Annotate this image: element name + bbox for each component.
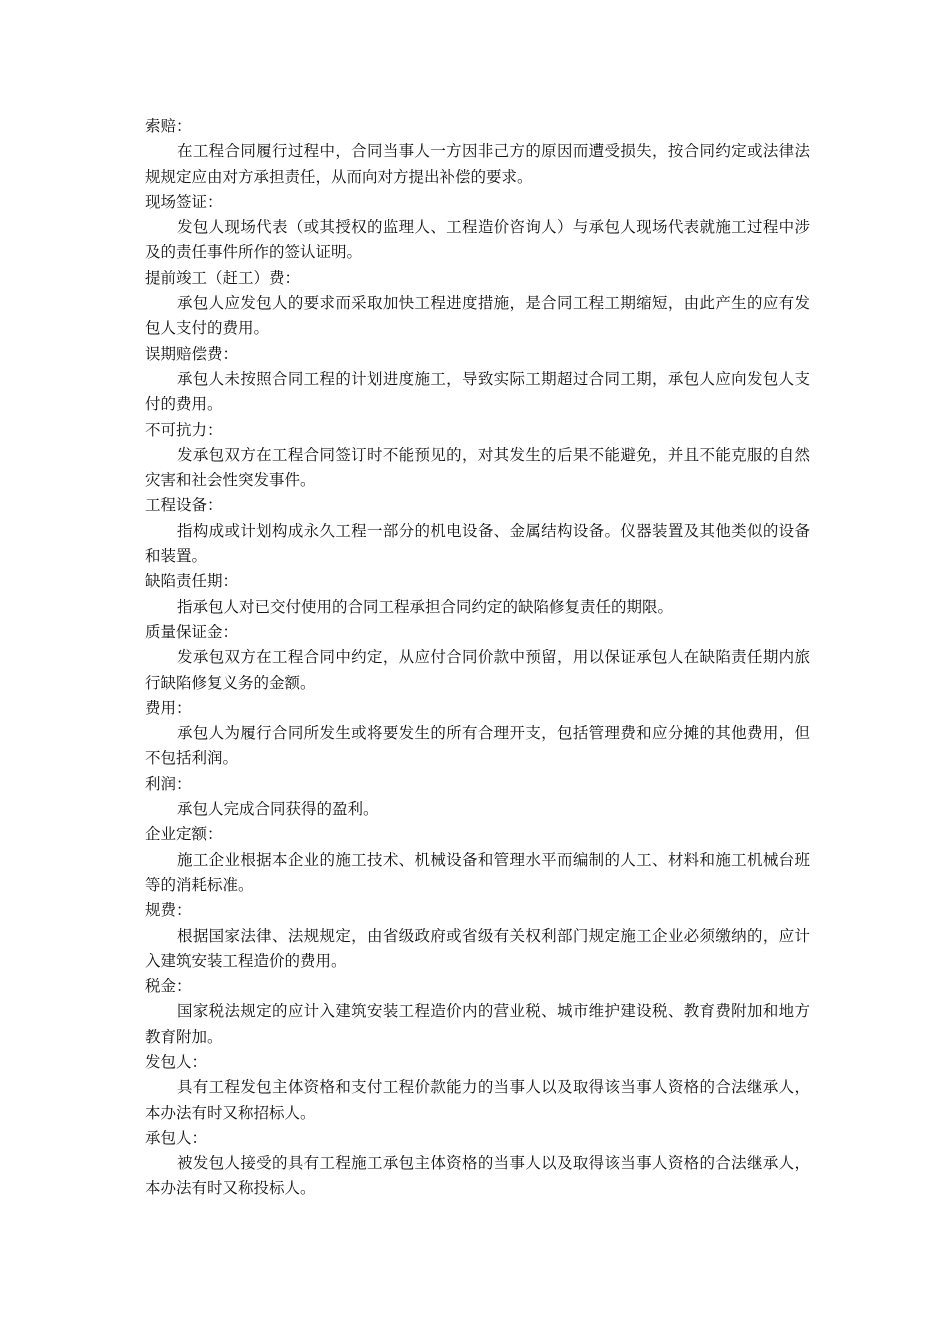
- term-heading: 企业定额：: [145, 825, 223, 844]
- entry-contractor: [145, 1126, 810, 1202]
- entry-taxes: [145, 974, 810, 1050]
- entry-enterprise-quota: [145, 822, 810, 898]
- term-definition: 被发包人接受的具有工程施工承包主体资格的当事人以及取得该当事人资格的合法继承人，本办法有时又称投标人。: [145, 1154, 810, 1198]
- term-definition: 发承包双方在工程合同签订时不能预见的，对其发生的后果不能避免，并且不能克服的自然灾害和社会性突发事件。: [145, 445, 810, 490]
- term-definition: 国家税法规定的应计入建筑安装工程造价内的营业税、城市维护建设税、教育费附加和地方教育附加。: [145, 1002, 810, 1046]
- term-definition: 在工程合同履行过程中，合同当事人一方因非己方的原因而遭受损失，按合同约定或法律法规规定应由对方承担责任，从而向对方提出补偿的要求。: [145, 142, 810, 186]
- term-definition: 承包人为履行合同所发生或将要发生的所有合理开支，包括管理费和应分摊的其他费用，但不包括利润。: [145, 724, 810, 768]
- entry-force-majeure: [145, 418, 810, 494]
- term-definition: 发承包双方在工程合同中约定，从应付合同价款中预留，用以保证承包人在缺陷责任期内旅行缺陷修复义务的金额。: [145, 648, 810, 692]
- term-heading: 工程设备：: [145, 496, 223, 515]
- term-heading: 索赔：: [145, 117, 192, 135]
- term-heading: 利润：: [145, 774, 192, 793]
- entry-defect-liability-period: [145, 569, 810, 620]
- term-heading: 现场签证：: [145, 192, 223, 211]
- term-heading: 税金：: [145, 977, 192, 996]
- entry-early-completion-fee: [145, 266, 810, 342]
- term-definition: 指承包人对已交付使用的合同工程承担合同约定的缺陷修复责任的期限。: [177, 597, 674, 616]
- entry-cost: [145, 696, 810, 772]
- entry-quality-guarantee: [145, 620, 810, 696]
- term-definition: 承包人完成合同获得的盈利。: [177, 800, 379, 819]
- entry-engineering-equipment: [145, 493, 810, 569]
- term-definition: 具有工程发包主体资格和支付工程价款能力的当事人以及取得该当事人资格的合法继承人，本办法有时又称招标人。: [145, 1078, 810, 1122]
- term-definition: 发包人现场代表（或其授权的监理人、工程造价咨询人）与承包人现场代表就施工过程中涉及的责任事件所作的签认证明。: [145, 218, 810, 262]
- entry-profit: [145, 772, 810, 823]
- term-definition: 承包人应发包人的要求而采取加快工程进度措施，是合同工程工期缩短，由此产生的应有发包人支付的费用。: [145, 294, 810, 338]
- entry-employer: [145, 1050, 810, 1126]
- term-heading: 规费：: [145, 901, 192, 920]
- term-heading: 发包人：: [145, 1052, 208, 1071]
- term-definition: 根据国家法律、法规规定，由省级政府或省级有关权利部门规定施工企业必须缴纳的，应计入建筑安装工程造价的费用。: [145, 926, 810, 970]
- entry-site-visa: [145, 190, 810, 266]
- term-heading: 不可抗力：: [145, 420, 223, 439]
- term-heading: 承包人：: [145, 1128, 208, 1147]
- term-heading: 缺陷责任期：: [145, 572, 239, 591]
- term-heading: 提前竣工（赶工）费：: [145, 268, 301, 287]
- term-definition: 施工企业根据本企业的施工技术、机械设备和管理水平而编制的人工、材料和施工机械台班等的消耗标准。: [145, 850, 810, 894]
- term-heading: 质量保证金：: [145, 622, 239, 641]
- term-definition: 承包人未按照合同工程的计划进度施工，导致实际工期超过合同工期，承包人应向发包人支付的费用。: [145, 369, 810, 414]
- entry-claim: [145, 114, 810, 190]
- document-body: [145, 114, 810, 1202]
- term-heading: 误期赔偿费：: [145, 344, 239, 363]
- entry-delay-damages: [145, 342, 810, 418]
- entry-statutory-fees: [145, 898, 810, 974]
- term-definition: 指构成或计划构成永久工程一部分的机电设备、金属结构设备。仪器装置及其他类似的设备和装置。: [145, 521, 810, 566]
- term-heading: 费用：: [145, 698, 192, 717]
